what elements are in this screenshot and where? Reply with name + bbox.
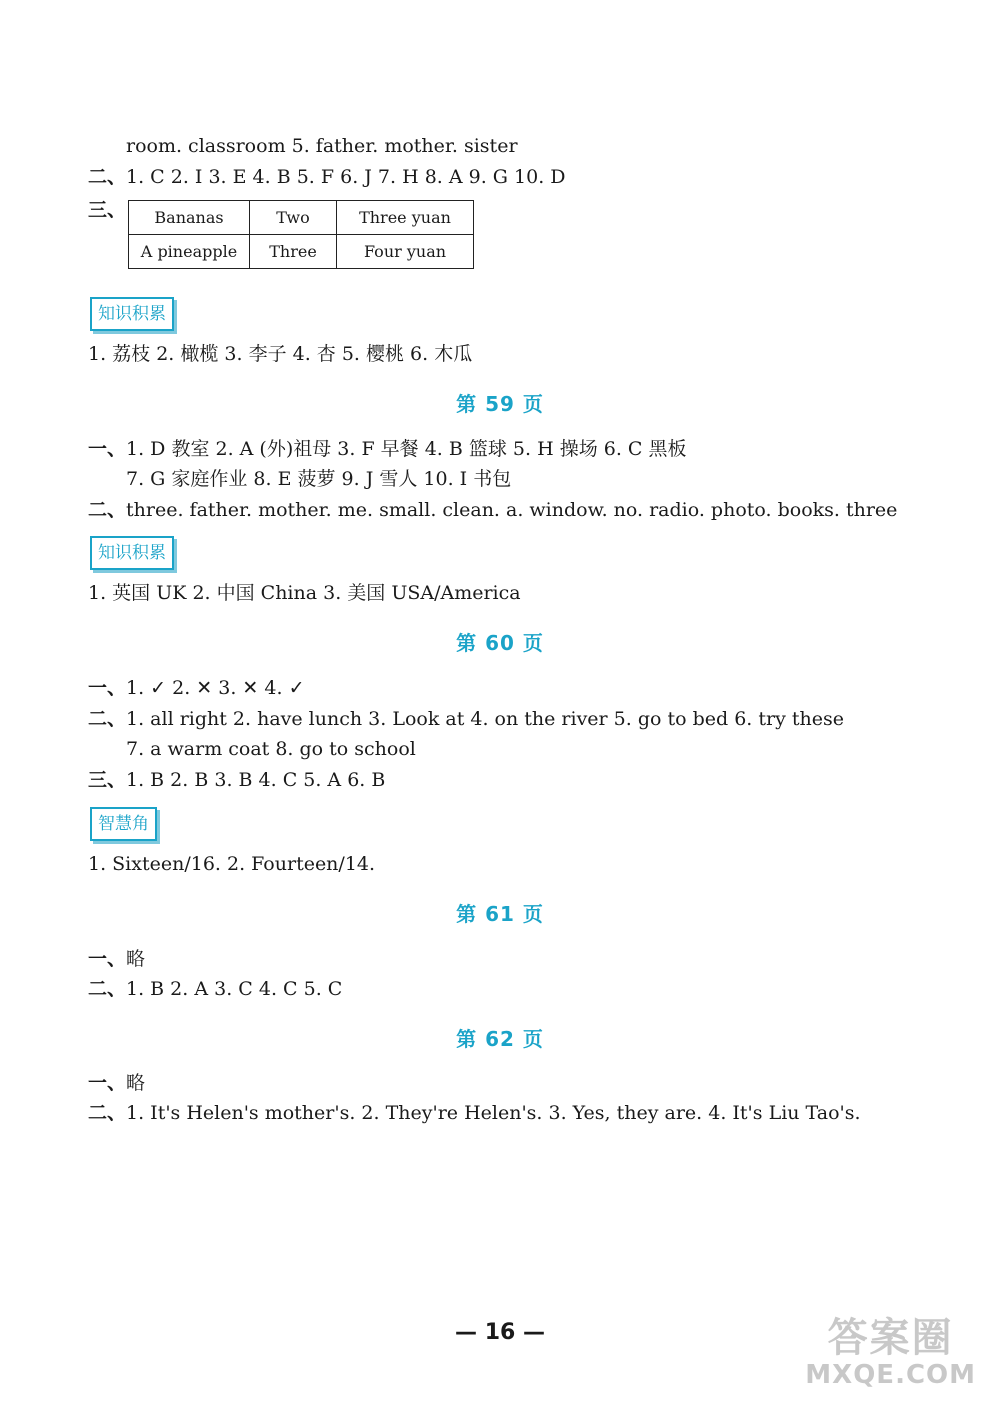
p59-section-1-b: 7. G 家庭作业 8. E 菠萝 9. J 雪人 10. I 书包 xyxy=(126,468,512,490)
p59-section-1-a: 一、1. D 教室 2. A (外)祖母 3. F 早餐 4. B 篮球 5. H 操场 6. C 黑板 xyxy=(88,438,687,460)
table-cell: Three xyxy=(250,235,337,269)
price-table xyxy=(128,200,474,269)
page-heading-59: 第 59 页 xyxy=(456,392,544,416)
page-heading-61: 第 61 页 xyxy=(456,902,544,926)
p59-section-2: 二、three. father. mother. me. small. clean. a. window. no. radio. photo. books. three xyxy=(88,499,898,521)
page-number: — 16 — xyxy=(455,1320,545,1345)
p61-section-1: 一、略 xyxy=(88,948,146,970)
p60-section-2-a: 二、1. all right 2. have lunch 3. Look at 4. on the river 5. go to bed 6. try these xyxy=(88,708,844,730)
p62-section-1: 一、略 xyxy=(88,1072,146,1094)
watermark-url: MXQE.COM xyxy=(805,1360,976,1390)
table-cell: A pineapple xyxy=(129,235,250,269)
p62-section-2: 二、1. It's Helen's mother's. 2. They're Helen's. 3. Yes, they are. 4. It's Liu Tao's. xyxy=(88,1102,861,1124)
table-row xyxy=(129,235,474,269)
wisdom-answers: 1. Sixteen/16. 2. Fourteen/14. xyxy=(88,853,376,875)
site-watermark xyxy=(805,1316,976,1390)
table-cell: Two xyxy=(250,201,337,235)
p61-section-2: 二、1. B 2. A 3. C 4. C 5. C xyxy=(88,978,343,1000)
table-cell: Bananas xyxy=(129,201,250,235)
p60-section-1: 一、1. ✓ 2. ✕ 3. ✕ 4. ✓ xyxy=(88,677,305,699)
continued-answer-line: room. classroom 5. father. mother. sister xyxy=(126,135,518,157)
table-cell: Four yuan xyxy=(337,235,474,269)
p60-section-3: 三、1. B 2. B 3. B 4. C 5. A 6. B xyxy=(88,769,386,791)
knowledge-answers: 1. 荔枝 2. 橄榄 3. 李子 4. 杏 5. 樱桃 6. 木瓜 xyxy=(88,343,473,365)
p60-section-2-b: 7. a warm coat 8. go to school xyxy=(126,738,416,760)
knowledge-tag: 知识积累 xyxy=(90,297,174,331)
page-heading-62: 第 62 页 xyxy=(456,1027,544,1051)
section-3-label: 三、 xyxy=(88,199,127,221)
knowledge-answers: 1. 英国 UK 2. 中国 China 3. 美国 USA/America xyxy=(88,582,521,604)
table-row xyxy=(129,201,474,235)
knowledge-tag: 知识积累 xyxy=(90,536,174,570)
watermark-logo-text: 答案圈 xyxy=(827,1315,954,1361)
page-heading-60: 第 60 页 xyxy=(456,631,544,655)
table-cell: Three yuan xyxy=(337,201,474,235)
wisdom-tag: 智慧角 xyxy=(90,807,157,841)
section-2-answers: 二、1. C 2. I 3. E 4. B 5. F 6. J 7. H 8. A 9. G 10. D xyxy=(88,166,566,188)
